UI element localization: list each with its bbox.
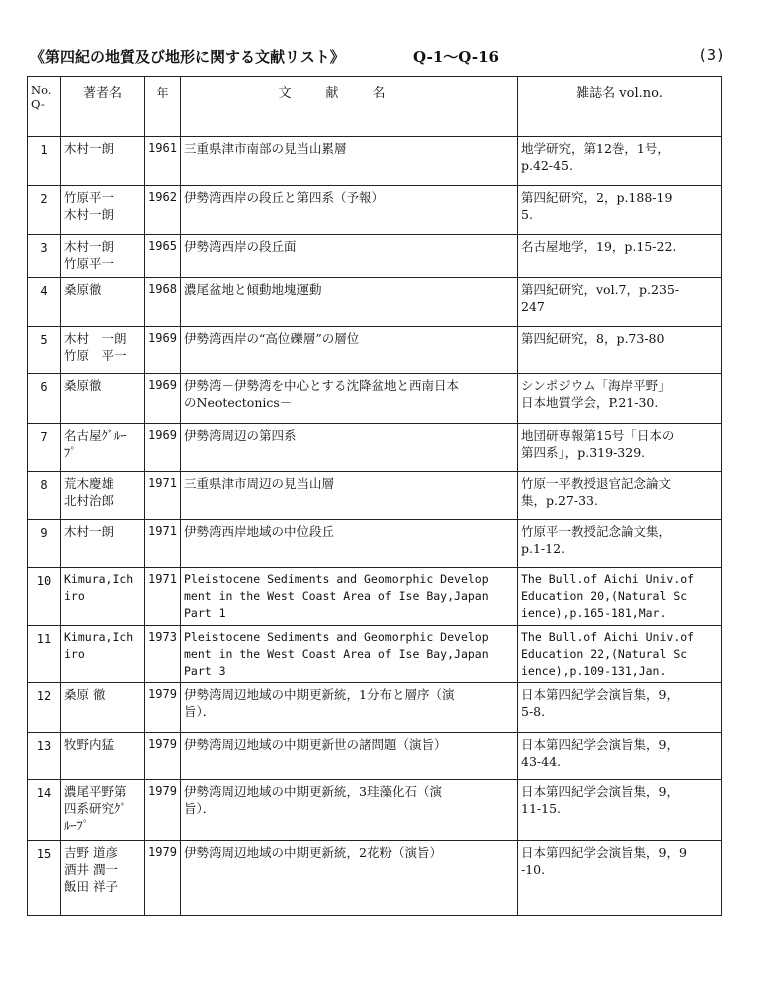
list-title: 《第四紀の地質及び地形に関する文献リスト》 [30,48,345,66]
col-header-no: No. Q- [28,77,61,137]
ref-title: 伊勢湾周辺地域の中期更新統，1分布と層序（演 旨）． [181,683,518,733]
reference-table [27,76,722,916]
ref-title: 濃尾盆地と傾動地塊運動 [181,278,518,327]
ref-number: 8 [28,472,61,520]
ref-number: 10 [28,568,61,626]
ref-year: 1969 [145,424,181,472]
ref-title: 伊勢湾西岸の段丘面 [181,235,518,278]
ref-number: 15 [28,841,61,916]
ref-author: 濃尾平野第 四系研究ｸﾞ ﾙｰﾌﾟ [61,780,145,841]
ref-journal: 地団研専報第15号「日本の 第四系」，p.319-329. [518,424,722,472]
ref-journal: 名古屋地学，19，p.15-22. [518,235,722,278]
ref-author: Kimura,Ich iro [61,626,145,683]
ref-number: 9 [28,520,61,568]
ref-number: 3 [28,235,61,278]
ref-journal: 第四紀研究，2，p.188-19 5. [518,186,722,235]
ref-year: 1971 [145,520,181,568]
table-row [28,520,722,568]
ref-year: 1962 [145,186,181,235]
table-row [28,235,722,278]
ref-author: 名古屋ｸﾞﾙｰ ﾌﾟ [61,424,145,472]
ref-journal: The Bull.of Aichi Univ.of Education 22,(Natural Sc ience),p.109-131,Jan. [518,626,722,683]
ref-year: 1979 [145,683,181,733]
ref-author: Kimura,Ich iro [61,568,145,626]
ref-year: 1971 [145,568,181,626]
ref-title: 伊勢湾周辺地域の中期更新統，2花粉（演旨） [181,841,518,916]
ref-author: 木村一朗 [61,137,145,186]
ref-author: 桑原徹 [61,278,145,327]
table-row [28,137,722,186]
ref-title: 伊勢湾西岸地域の中位段丘 [181,520,518,568]
ref-journal: 第四紀研究，vol.7，p.235- 247 [518,278,722,327]
ref-year: 1969 [145,327,181,374]
table-row [28,278,722,327]
table-row [28,374,722,424]
col-header-author: 著者名 [61,77,145,137]
ref-title: Pleistocene Sediments and Geomorphic Develop ment in the West Coast Area of Ise Bay,Japan Part 1 [181,568,518,626]
table-row [28,327,722,374]
page-number: (3) [698,46,726,64]
ref-journal: The Bull.of Aichi Univ.of Education 20,(Natural Sc ience),p.165-181,Mar. [518,568,722,626]
ref-journal: 竹原平一教授記念論文集， p.1-12. [518,520,722,568]
ref-title: 三重県津市南部の見当山累層 [181,137,518,186]
ref-author: 桑原 徹 [61,683,145,733]
ref-author: 竹原平一 木村一朗 [61,186,145,235]
ref-title: Pleistocene Sediments and Geomorphic Develop ment in the West Coast Area of Ise Bay,Japan Part 3 [181,626,518,683]
table-row [28,733,722,780]
ref-author: 吉野 道彦 酒井 潤一 飯田 祥子 [61,841,145,916]
col-header-year: 年 [145,77,181,137]
ref-number: 5 [28,327,61,374]
ref-author: 荒木慶雄 北村治郎 [61,472,145,520]
ref-number: 2 [28,186,61,235]
ref-year: 1979 [145,841,181,916]
ref-journal: 地学研究，第12巻，1号， p.42-45. [518,137,722,186]
list-code-range: Q-1〜Q-16 [413,48,499,66]
ref-title: 三重県津市周辺の見当山層 [181,472,518,520]
ref-title: 伊勢湾西岸の“高位礫層”の層位 [181,327,518,374]
ref-journal: 日本第四紀学会演旨集，9， 43-44. [518,733,722,780]
ref-author: 木村 一朗 竹原 平一 [61,327,145,374]
table-row [28,626,722,683]
table-row [28,683,722,733]
ref-year: 1979 [145,780,181,841]
ref-journal: 日本第四紀学会演旨集，9，9 -10. [518,841,722,916]
ref-journal: 第四紀研究，8，p.73-80 [518,327,722,374]
ref-year: 1969 [145,374,181,424]
ref-title: 伊勢湾周辺地域の中期更新統，3珪藻化石（演 旨）． [181,780,518,841]
ref-number: 6 [28,374,61,424]
ref-journal: 日本第四紀学会演旨集，9， 11-15. [518,780,722,841]
ref-journal: 日本第四紀学会演旨集，9， 5-8. [518,683,722,733]
ref-author: 牧野内猛 [61,733,145,780]
table-row [28,780,722,841]
ref-title: 伊勢湾周辺の第四系 [181,424,518,472]
ref-year: 1968 [145,278,181,327]
ref-number: 7 [28,424,61,472]
ref-title: 伊勢湾－伊勢湾を中心とする沈降盆地と西南日本 のNeotectonics－ [181,374,518,424]
ref-author: 桑原徹 [61,374,145,424]
table-row [28,841,722,916]
ref-year: 1973 [145,626,181,683]
ref-title: 伊勢湾周辺地域の中期更新世の諸問題（演旨） [181,733,518,780]
table-row [28,424,722,472]
ref-number: 13 [28,733,61,780]
ref-year: 1961 [145,137,181,186]
ref-number: 12 [28,683,61,733]
ref-year: 1971 [145,472,181,520]
col-header-title: 文献名 [181,77,518,137]
ref-number: 1 [28,137,61,186]
ref-author: 木村一朗 [61,520,145,568]
ref-journal: シンポジウム「海岸平野」 日本地質学会，P.21-30. [518,374,722,424]
ref-year: 1965 [145,235,181,278]
table-header-row [28,77,722,137]
ref-number: 11 [28,626,61,683]
ref-author: 木村一朗 竹原平一 [61,235,145,278]
ref-number: 4 [28,278,61,327]
col-header-journal: 雑誌名 vol.no. [518,77,722,137]
ref-year: 1979 [145,733,181,780]
ref-title: 伊勢湾西岸の段丘と第四系（予報） [181,186,518,235]
table-row [28,568,722,626]
table-row [28,472,722,520]
table-row [28,186,722,235]
ref-journal: 竹原一平教授退官記念論文 集，p.27-33. [518,472,722,520]
ref-number: 14 [28,780,61,841]
